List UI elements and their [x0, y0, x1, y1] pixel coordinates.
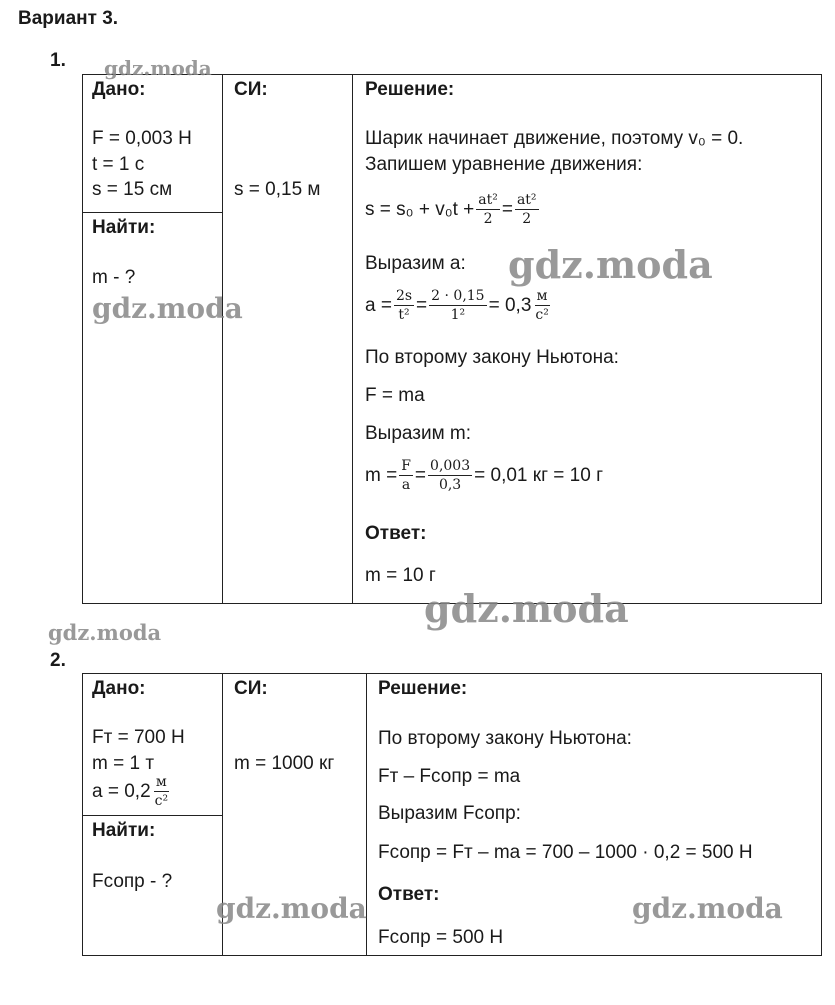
column-divider — [352, 74, 353, 604]
solution-line: F = ma — [365, 385, 425, 406]
solution-line: Выразим m: — [365, 423, 472, 444]
si-value: m = 1000 кг — [234, 753, 335, 774]
solution-line: Fᴛ – Fсопр = ma — [378, 766, 521, 787]
answer-value: m = 10 г — [365, 565, 436, 586]
column-divider — [222, 74, 223, 604]
solution-line: Шарик начинает движение, поэтому v₀ = 0. — [365, 128, 744, 149]
fraction — [428, 458, 472, 493]
numerator: м — [154, 774, 169, 792]
numerator: 2 · 0,15 — [429, 288, 486, 306]
given-header: Дано: — [92, 678, 146, 699]
unit-fraction — [153, 774, 170, 809]
denominator: 2 — [522, 211, 532, 228]
si-header: СИ: — [234, 678, 268, 699]
solution-line: Fсопр = Fᴛ – ma = 700 – 1000 · 0,2 = 500 Н — [378, 842, 753, 863]
fraction — [399, 458, 413, 493]
si-value: s = 0,15 м — [234, 179, 321, 200]
task-number: 1. — [50, 50, 66, 71]
equation-text: s = s₀ + v₀t + — [365, 199, 475, 221]
motion-equation — [365, 192, 541, 227]
answer-header: Ответ: — [378, 884, 440, 905]
denominator: a — [401, 477, 411, 494]
watermark: gdz.moda — [216, 892, 367, 925]
given-text: a = 0,2 — [92, 781, 151, 803]
denominator: с² — [154, 793, 169, 810]
numerator: 2s — [394, 288, 414, 306]
mass-equation: m = $\frac{F}{a}$ = $\frac{0,003}{0,3}$ = 0,01 кг = 10 г — [365, 458, 603, 494]
find-header: Найти: — [92, 820, 156, 841]
given-item: s = 15 см — [92, 179, 173, 200]
denominator: с² — [535, 307, 549, 324]
solution-header: Решение: — [365, 79, 455, 100]
numerator: м — [535, 288, 550, 306]
equation-text: = 0,3 — [488, 295, 532, 317]
solution-line: По второму закону Ньютона: — [365, 347, 619, 368]
given-item: t = 1 с — [92, 154, 145, 175]
denominator: 0,3 — [438, 477, 462, 494]
given-header: Дано: — [92, 79, 146, 100]
page-title: Вариант 3. — [18, 8, 119, 29]
task-number: 2. — [50, 650, 66, 671]
unit-fraction — [533, 288, 550, 323]
solution-line: По второму закону Ньютона: — [378, 728, 632, 749]
denominator: t² — [398, 307, 410, 324]
denominator: 2 — [483, 211, 493, 228]
fraction — [394, 288, 414, 323]
given-item: m = 1 т — [92, 753, 155, 774]
solution-header: Решение: — [378, 678, 468, 699]
equation-text: a = — [365, 295, 392, 317]
acceleration-equation: a = $\frac{2s}{\text{t²}}$ = $\frac{2 \cdot 0,15}{\text{1²}}$ = 0,3 $\frac{м}{\text{с²}}$ — [365, 288, 549, 324]
equation-text: = 0,01 кг = 10 г — [474, 465, 603, 487]
given-item — [92, 774, 172, 809]
watermark: gdz.moda — [632, 892, 783, 925]
row-divider — [82, 815, 223, 816]
si-header: СИ: — [234, 79, 268, 100]
denominator: 1² — [450, 307, 466, 324]
equation-text: m = — [365, 465, 398, 487]
find-item: Fсопр - ? — [92, 871, 173, 892]
watermark: gdz.moda — [48, 620, 162, 645]
find-item: m - ? — [92, 267, 136, 288]
fraction — [515, 192, 539, 227]
numerator: F — [399, 458, 413, 476]
fraction — [429, 288, 486, 323]
watermark: gdz.moda — [92, 292, 243, 325]
given-item: Fᴛ = 700 Н — [92, 727, 185, 748]
solution-line: Запишем уравнение движения: — [365, 154, 643, 175]
fraction — [476, 192, 500, 227]
watermark: gdz.moda — [508, 242, 713, 287]
solution-line: Выразим Fсопр: — [378, 803, 521, 824]
row-divider — [82, 212, 223, 213]
answer-value: Fсопр = 500 Н — [378, 927, 504, 948]
numerator: at² — [476, 192, 500, 210]
numerator: 0,003 — [428, 458, 472, 476]
watermark: gdz.moda — [424, 586, 629, 631]
find-header: Найти: — [92, 217, 156, 238]
watermark: gdz.moda — [104, 56, 212, 80]
numerator: at² — [515, 192, 539, 210]
given-item: F = 0,003 Н — [92, 128, 192, 149]
answer-header: Ответ: — [365, 523, 427, 544]
solution-line: Выразим a: — [365, 253, 466, 274]
equation-text: = — [501, 199, 513, 221]
